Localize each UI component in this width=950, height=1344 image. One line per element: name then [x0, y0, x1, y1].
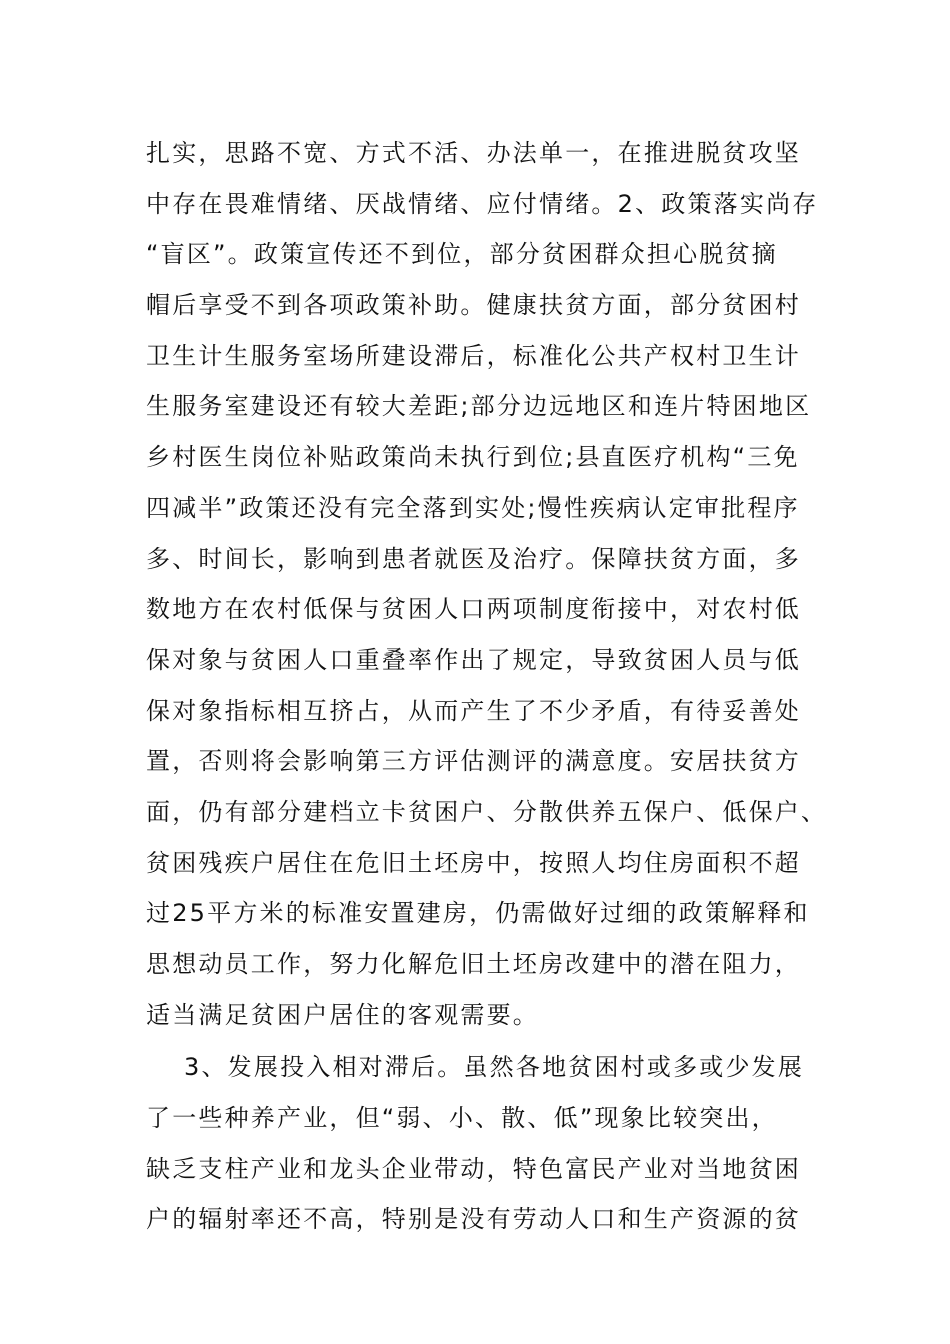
text-line: 保对象与贫困人口重叠率作出了规定，导致贫困人员与低	[146, 645, 801, 674]
text-line: 过25平方米的标准安置建房，仍需做好过细的政策解释和	[146, 899, 810, 928]
text-line: 置，否则将会影响第三方评估测评的满意度。安居扶贫方	[146, 747, 801, 776]
text-line: 多、时间长，影响到患者就医及治疗。保障扶贫方面，多	[146, 544, 801, 573]
text-line: 了一些种养产业，但“弱、小、散、低”现象比较突出，	[146, 1104, 778, 1133]
text-line: 数地方在农村低保与贫困人口两项制度衔接中，对农村低	[146, 595, 801, 624]
text-line: 贫困残疾户居住在危旧土坯房中，按照人均住房面积不超	[146, 848, 801, 877]
text-line: “盲区”。政策宣传还不到位，部分贫困群众担心脱贫摘	[146, 240, 778, 269]
document-body	[146, 128, 828, 1245]
text-line: 乡村医生岗位补贴政策尚未执行到位;县直医疗机构“三免	[146, 443, 800, 472]
text-line: 扎实，思路不宽、方式不活、办法单一，在推进脱贫攻坚	[146, 139, 801, 167]
text-line: 帽后享受不到各项政策补助。健康扶贫方面，部分贫困村	[146, 291, 801, 320]
text-line: 3、发展投入相对滞后。虽然各地贫困村或多或少发展	[184, 1053, 805, 1082]
text-line: 四减半”政策还没有完全落到实处;慢性疾病认定审批程序	[146, 493, 800, 522]
text-line: 保对象指标相互挤占，从而产生了不少矛盾，有待妥善处	[146, 696, 801, 725]
text-line: 卫生计生服务室场所建设滞后，标准化公共产权村卫生计	[146, 341, 801, 370]
paragraph-1	[146, 128, 828, 1040]
text-line: 适当满足贫困户居住的客观需要。	[146, 1000, 539, 1029]
text-line: 生服务室建设还有较大差距;部分边远地区和连片特困地区	[146, 392, 812, 421]
text-line: 缺乏支柱产业和龙头企业带动，特色富民产业对当地贫困	[146, 1154, 801, 1183]
text-line: 思想动员工作，努力化解危旧土坯房改建中的潜在阻力，	[146, 950, 801, 978]
paragraph-2	[146, 1042, 806, 1245]
text-line: 面，仍有部分建档立卡贫困户、分散供养五保户、低保户、	[146, 797, 828, 826]
text-line: 中存在畏难情绪、厌战情绪、应付情绪。2、政策落实尚存	[146, 189, 819, 218]
text-line: 户的辐射率还不高，特别是没有劳动人口和生产资源的贫	[146, 1205, 801, 1234]
